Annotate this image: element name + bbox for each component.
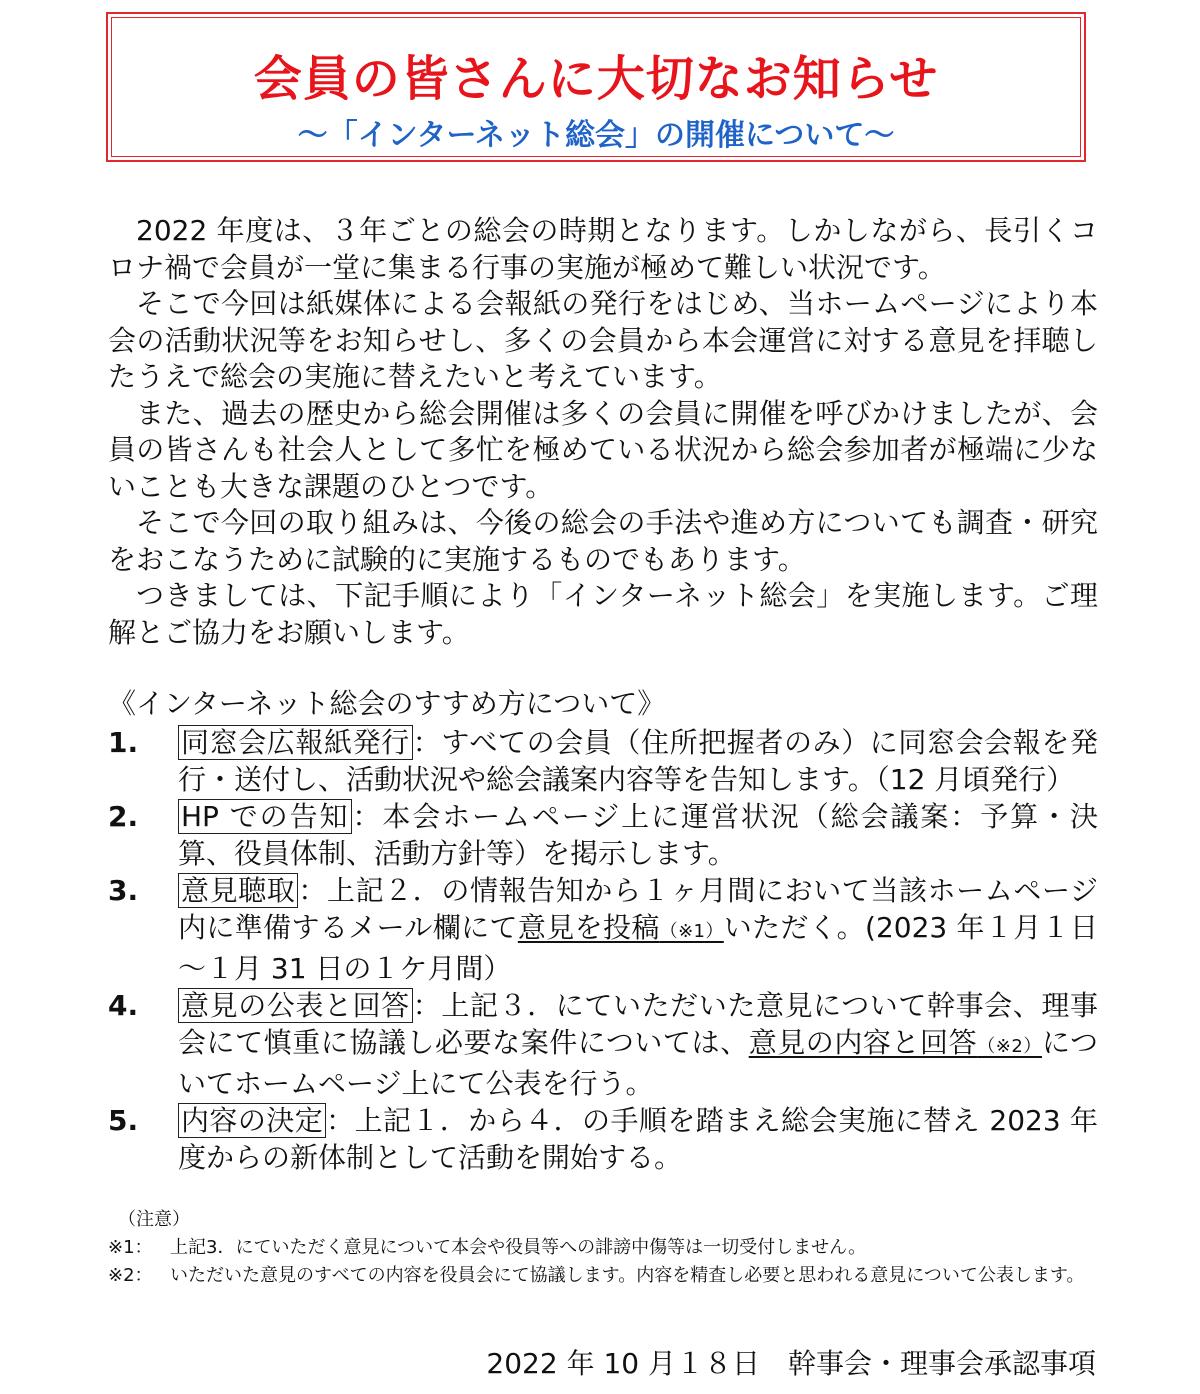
page-subtitle: ～「インターネット総会」の開催について～ bbox=[297, 118, 895, 153]
step-1 bbox=[108, 724, 1098, 798]
footer-approval: 2022 年 10 月１８日 幹事会・理事会承認事項 bbox=[486, 1347, 1096, 1380]
intro-body bbox=[108, 213, 1098, 651]
step-text: ：上記３．にていただいた意見について幹事会、理事会にて慎重に協議し必要な案件については、 bbox=[178, 989, 1098, 1059]
step-label: 意見聴取 bbox=[178, 873, 298, 908]
section-heading: 《インターネット総会のすすめ方について》 bbox=[108, 687, 666, 720]
step-underlined-label: 意見の内容と回答 bbox=[748, 1026, 978, 1059]
note-item-2 bbox=[108, 1262, 1098, 1290]
steps-list bbox=[108, 724, 1098, 1176]
step-number: 4. bbox=[108, 989, 139, 1022]
step-3 bbox=[108, 872, 1098, 987]
note-text: 上記3．にていただく意見について本会や役員等への誹謗中傷等は一切受付しません。 bbox=[170, 1237, 867, 1258]
notes-heading: （注意） bbox=[118, 1209, 190, 1230]
note-key: ※1： bbox=[108, 1237, 153, 1258]
step-label: 内容の決定 bbox=[178, 1103, 326, 1138]
step-4 bbox=[108, 987, 1098, 1102]
note-key: ※2： bbox=[108, 1265, 153, 1286]
step-label: HP での告知 bbox=[178, 799, 352, 834]
page-title: 会員の皆さんに大切なお知らせ bbox=[253, 51, 939, 107]
step-underlined-text bbox=[518, 911, 724, 944]
step-text: ：上記１．から４．の手順を踏まえ総会実施に替え 2023 年度からの新体制として活動を開始する。 bbox=[178, 1104, 1098, 1174]
step-2 bbox=[108, 798, 1098, 872]
step-text: ：すべての会員（住所把握者のみ）に同窓会会報を発行・送付し、活動状況や総会議案内容等を告知します。（12 月頃発行） bbox=[178, 726, 1098, 796]
step-number: 5. bbox=[108, 1104, 139, 1137]
step-5 bbox=[108, 1102, 1098, 1176]
note-text: いただいた意見のすべての内容を役員会にて協議します。内容を精査し必要と思われる意見について公表します。 bbox=[170, 1265, 1085, 1286]
step-text: ：本会ホームページ上に運営状況（総会議案：予算・決算、役員体制、活動方針等）を掲示します。 bbox=[178, 800, 1098, 870]
paragraph-5: つきましては、下記手順により「インターネット総会」を実施します。ご理解とご協力をお願いします。 bbox=[108, 579, 1098, 649]
step-number: 3. bbox=[108, 874, 139, 907]
step-text-after: についてホームページ上にて公表を行う。 bbox=[178, 1026, 1098, 1100]
step-label: 意見の公表と回答 bbox=[178, 988, 413, 1023]
step-label: 同窓会広報紙発行 bbox=[178, 725, 413, 760]
step-number: 2. bbox=[108, 800, 139, 833]
paragraph-2: そこで今回は紙媒体による会報紙の発行をはじめ、当ホームページにより本会の活動状況等をお知らせし、多くの会員から本会運営に対する意見を拝聴したうえで総会の実施に替えたいと考えています。 bbox=[108, 287, 1098, 393]
step-note-ref: （※1） bbox=[659, 921, 724, 942]
step-number: 1. bbox=[108, 726, 139, 759]
step-underlined-text bbox=[749, 1026, 1042, 1059]
paragraph-4: そこで今回の取り組みは、今後の総会の手法や進め方についても調査・研究をおこなうために試験的に実施するものでもあります。 bbox=[108, 506, 1098, 576]
paragraph-1: 2022 年度は、３年ごとの総会の時期となります。しかしながら、長引くコロナ禍で会員が一堂に集まる行事の実施が極めて難しい状況です。 bbox=[108, 214, 1098, 284]
step-text-after: いただく。(2023 年１月１日～１月 31 日の１ケ月間） bbox=[178, 911, 1098, 985]
notes-section bbox=[108, 1206, 1098, 1290]
note-item-1 bbox=[108, 1234, 1098, 1262]
step-text: ：上記２．の情報告知から１ヶ月間において当該ホームページ内に準備するメール欄にて bbox=[178, 874, 1098, 944]
notice-header-frame bbox=[106, 12, 1086, 162]
step-note-ref: （※2） bbox=[977, 1036, 1042, 1057]
paragraph-3: また、過去の歴史から総会開催は多くの会員に開催を呼びかけましたが、会員の皆さんも社会人として多忙を極めている状況から総会参加者が極端に少ないことも大きな課題のひとつです。 bbox=[108, 396, 1098, 503]
step-underlined-label: 意見を投稿 bbox=[517, 911, 660, 944]
